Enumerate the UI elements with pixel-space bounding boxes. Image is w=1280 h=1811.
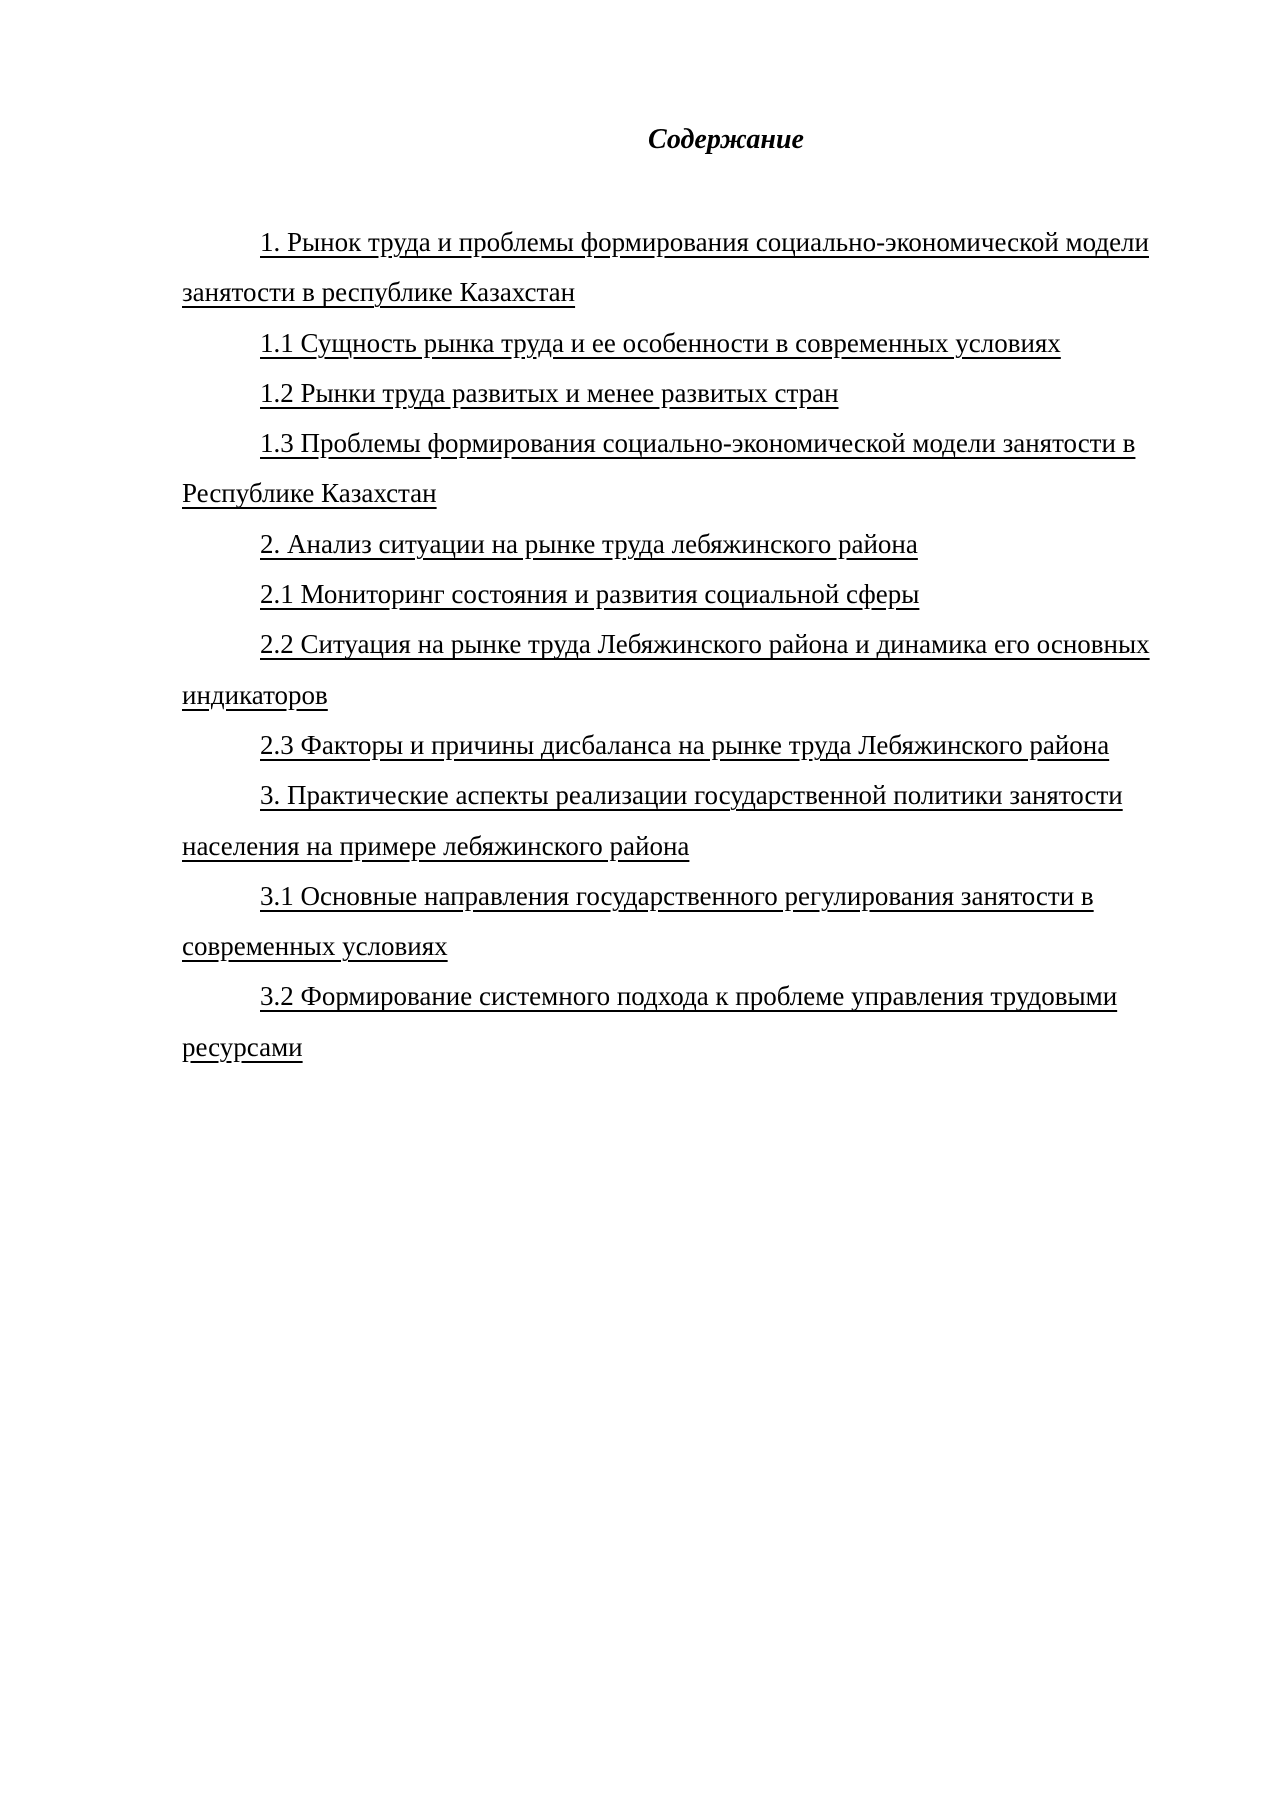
toc-link-2[interactable]: 2. Анализ ситуации на рынке труда лебяжинского района (260, 528, 918, 559)
toc-entry-3-2 (182, 971, 1182, 1072)
toc-link-1-3[interactable]: 1.3 Проблемы формирования социально-экономической модели занятости в Республике Казахстан (182, 428, 1136, 509)
toc-entry-2-2 (182, 619, 1182, 720)
toc-entry-1-3 (182, 418, 1182, 519)
toc-link-1-2[interactable]: 1.2 Рынки труда развитых и менее развитых стран (260, 377, 839, 408)
table-of-contents (182, 217, 1182, 1072)
toc-link-1[interactable]: 1. Рынок труда и проблемы формирования социально-экономической модели занятости в республике Казахстан (182, 227, 1149, 308)
toc-entry-1-2 (182, 368, 1182, 418)
toc-link-2-1[interactable]: 2.1 Мониторинг состояния и развития социальной сферы (260, 579, 920, 610)
toc-entry-2-1 (182, 569, 1182, 619)
toc-entry-3 (182, 770, 1182, 871)
toc-entry-2-3 (182, 720, 1182, 770)
toc-entry-3-1 (182, 871, 1182, 972)
toc-link-2-2[interactable]: 2.2 Ситуация на рынке труда Лебяжинского района и динамика его основных индикаторов (182, 629, 1150, 710)
toc-link-3-1[interactable]: 3.1 Основные направления государственного регулирования занятости в современных условиях (182, 880, 1094, 962)
toc-link-1-1[interactable]: 1.1 Сущность рынка труда и ее особенности в современных условиях (260, 327, 1061, 358)
toc-link-2-3[interactable]: 2.3 Факторы и причины дисбаланса на рынке труда Лебяжинского района (260, 729, 1110, 760)
toc-entry-1 (182, 217, 1182, 318)
toc-entry-2 (182, 519, 1182, 569)
toc-link-3-2[interactable]: 3.2 Формирование системного подхода к проблеме управления трудовыми ресурсами (182, 981, 1118, 1062)
toc-link-3[interactable]: 3. Практические аспекты реализации государственной политики занятости населения на примере лебяжинского района (182, 780, 1123, 861)
page-title: Содержание (648, 124, 804, 155)
toc-entry-1-1 (182, 318, 1182, 368)
